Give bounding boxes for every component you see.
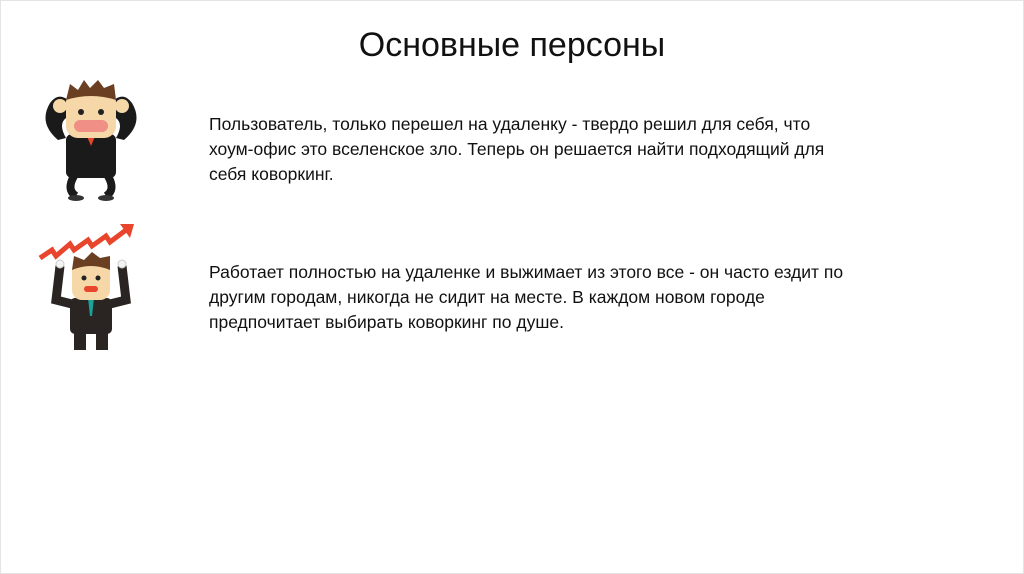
persona-1-description bbox=[209, 112, 824, 187]
persona-2-description bbox=[209, 260, 843, 335]
slide-title: Основные персоны bbox=[358, 26, 666, 64]
text-line: предпочитает выбирать коворкинг по душе. bbox=[209, 312, 564, 332]
text-line: Работает полностью на удаленке и выжимает из этого все - он часто ездит по bbox=[209, 262, 844, 282]
growth-arrow-icon bbox=[40, 230, 126, 258]
text-line: хоум-офис это вселенское зло. Теперь он решается найти подходящий для bbox=[209, 139, 825, 159]
stressed-man-icon bbox=[36, 78, 146, 202]
happy-man-growth-icon bbox=[36, 220, 146, 354]
text-line: другим городам, никогда не сидит на месте. В каждом новом городе bbox=[209, 287, 765, 307]
text-line: себя коворкинг. bbox=[209, 164, 334, 184]
text-line: Пользователь, только перешел на удаленку - твердо решил для себя, что bbox=[209, 114, 811, 134]
